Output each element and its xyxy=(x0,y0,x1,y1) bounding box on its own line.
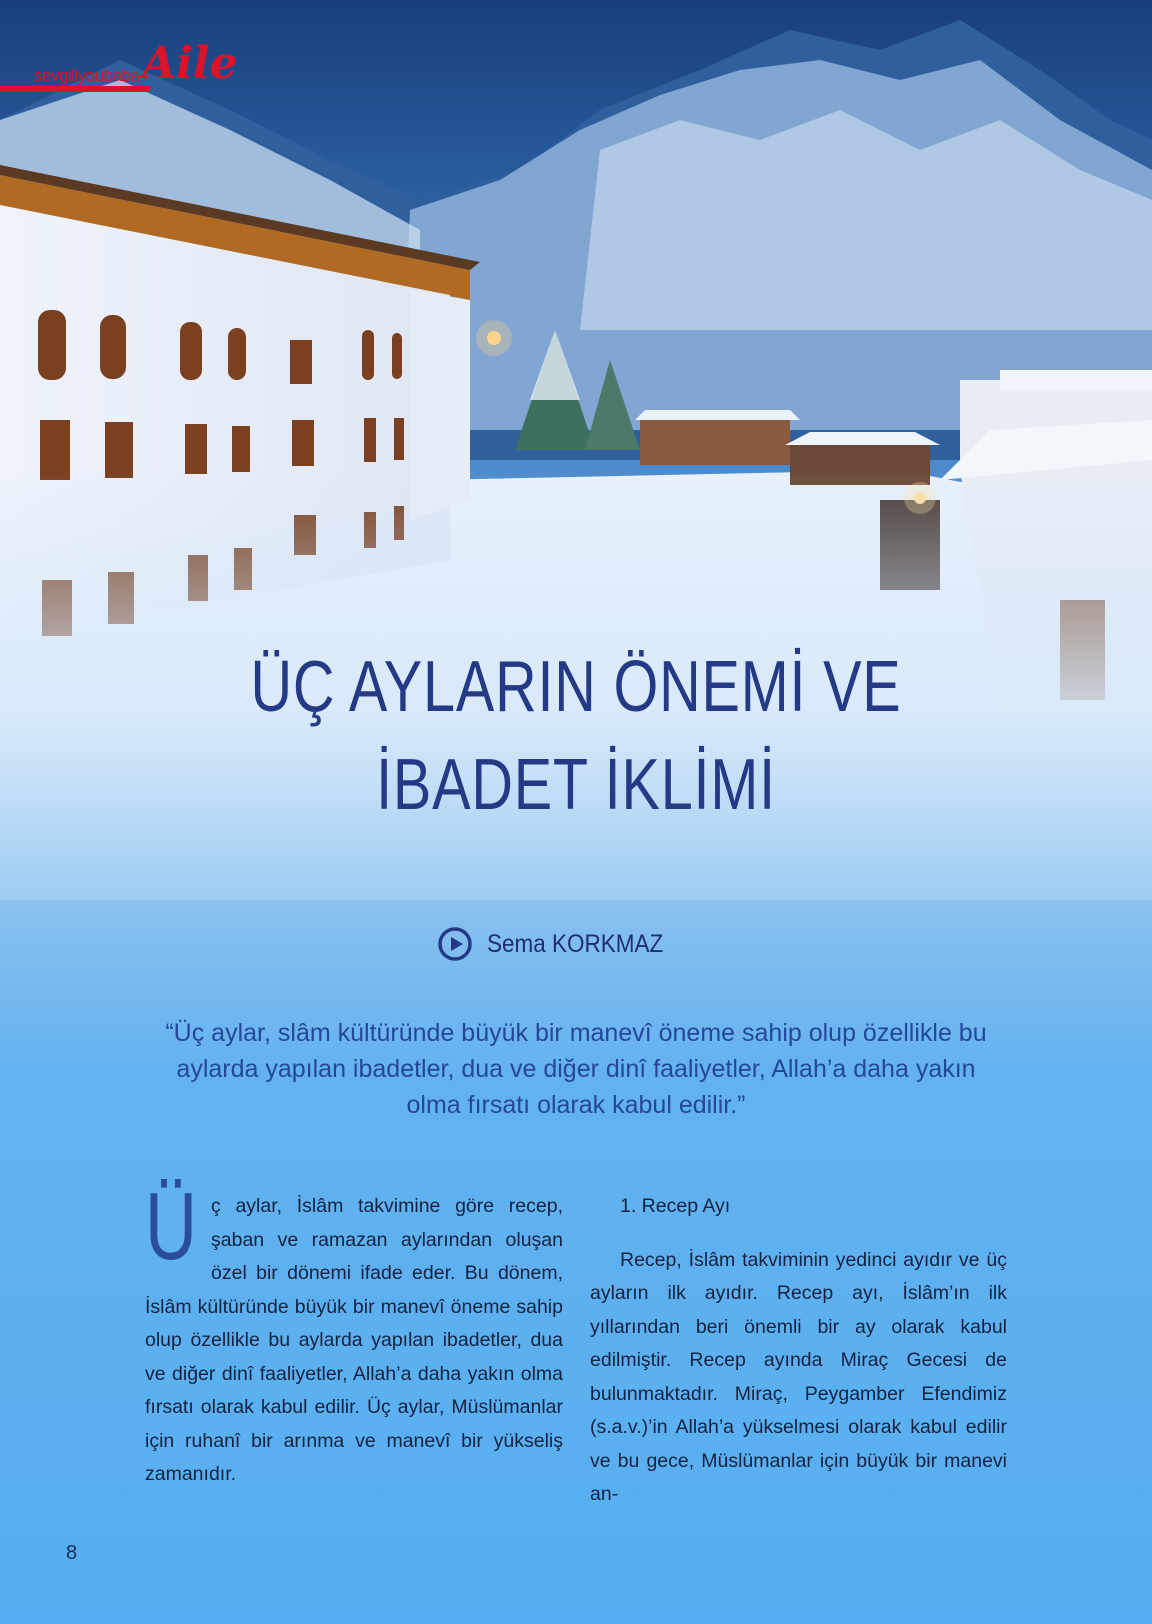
section-paragraph: Recep, İslâm takviminin yedinci ayıdır ve üç ayların ilk ayıdır. Recep ayı, İslâm’ın ilk yıllarından beri önemli bir ay olarak kabul edilmiştir. Recep ayında Miraç Gecesi de bulunmaktadır. Miraç, Peygamber Efendimiz (s.a.v.)’in Allah’a yükselmesi olarak kabul edilir ve bu gece, Müslümanlar için büyük bir manevi an- xyxy=(590,1248,1007,1505)
author-name: Sema KORKMAZ xyxy=(487,929,664,958)
brand-section-name: Aile xyxy=(142,38,238,89)
play-circle-icon xyxy=(437,926,473,962)
pull-quote: “Üç aylar, slâm kültüründe büyük bir manevî öneme sahip olup özellikle bu aylarda yapılan ibadetler, dua ve diğer dinî faaliyetler, Allah’a daha yakın olma fırsatı olarak kabul edilir.” xyxy=(165,1019,987,1119)
article-column-right xyxy=(590,1190,1007,1512)
section-heading: 1. Recep Ayı xyxy=(620,1195,731,1217)
article-column-left xyxy=(145,1173,563,1492)
page-number: 8 xyxy=(66,1542,78,1564)
intro-paragraph: ç aylar, İslâm takvimine göre recep, şaban ve ramazan aylarından oluşan özel bir dönemi ifade eder. Bu dönem, İslâm kültüründe büyük bir manevî öneme sahip olup özellikle bu aylarda yapılan ibadetler, dua ve diğer dinî faaliyetler, Allah’a daha yakın olma fırsatı olarak kabul edilir. Üç aylar, Müslümanlar için ruhanî bir arınma ve manevî bir yükseliş zamanıdır. xyxy=(145,1195,563,1485)
author-byline xyxy=(437,924,683,964)
brand-bar xyxy=(0,86,150,92)
brand-logo xyxy=(0,40,260,110)
title-line-2: İBADET İKLİMİ xyxy=(376,745,776,825)
article-title xyxy=(115,638,1037,834)
drop-cap: Ü xyxy=(145,1173,197,1280)
title-line-1: ÜÇ AYLARIN ÖNEMİ VE xyxy=(250,647,902,727)
brand-magazine-name: sevgiliyoubaba xyxy=(34,66,140,85)
